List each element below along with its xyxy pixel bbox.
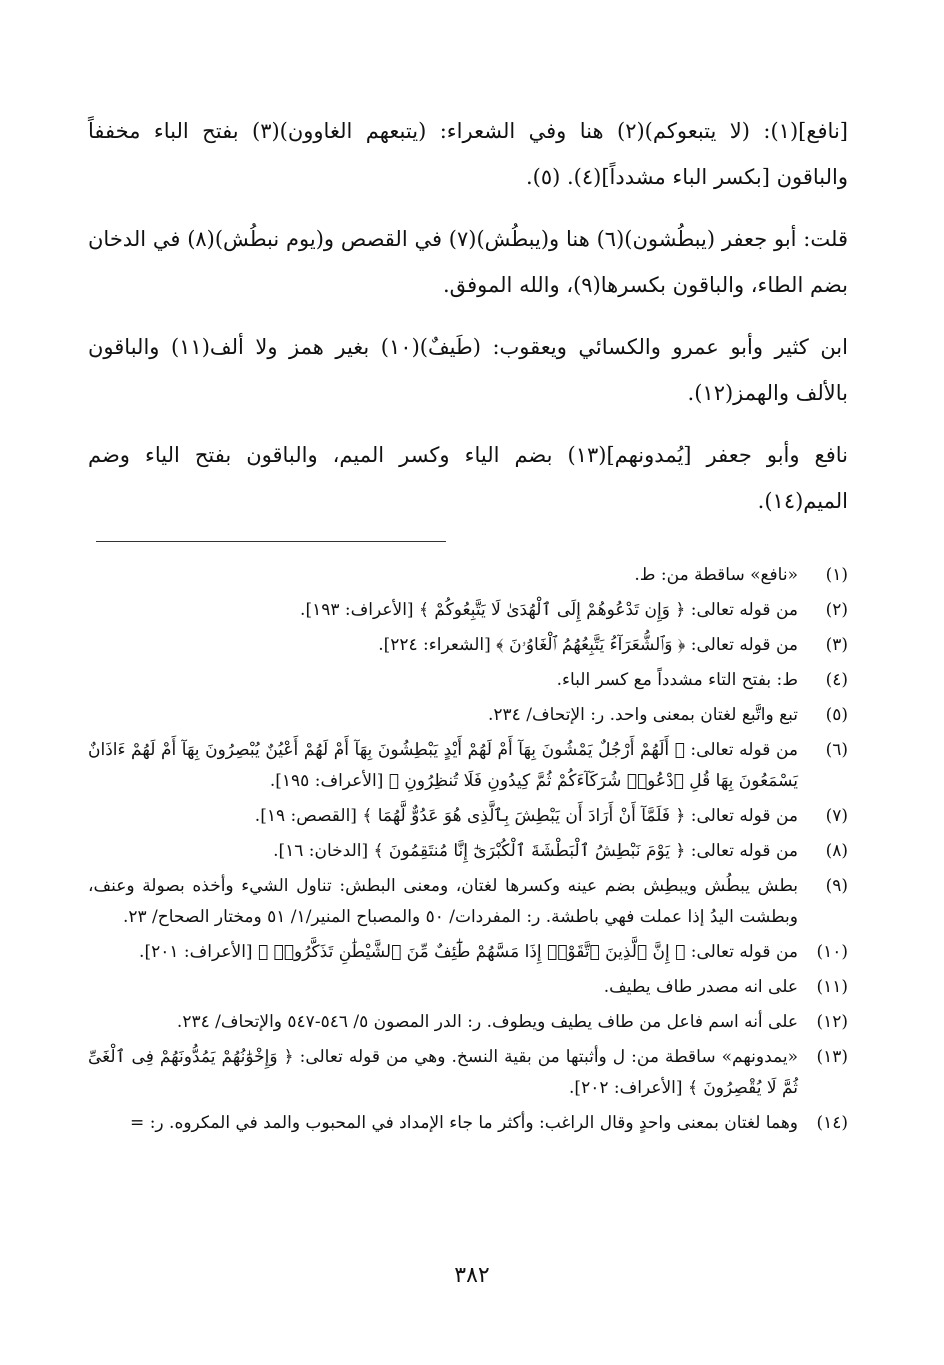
footnote-number: (٢) <box>825 600 848 620</box>
footnote <box>88 665 848 696</box>
footnote-text: من قوله تعالى: ﴿ أَلَهُمْ أَرْجُلٌ يَمْشُونَ بِهَآ أَمْ لَهُمْ أَيْدٍ يَبْطِشُونَ بِهَآ أَمْ لَهُمْ أَعْيُنٌ يُبْصِرُونَ بِهَآ أَمْ لَهُمْ ءَاذَانٌ يَسْمَعُونَ بِهَا قُلِ ٱدْعُوا۟ شُرَكَآءَكُمْ ثُمَّ كِيدُونِ فَلَا تُنظِرُونِ ﴾ [الأعراف: ١٩٥]. <box>88 740 798 791</box>
footnote-number: (٧) <box>825 806 848 826</box>
footnote <box>88 560 848 591</box>
footnote-text: على انه مصدر طاف يطيف. <box>603 977 798 997</box>
footnote-text: ط: بفتح التاء مشدداً مع كسر الباء. <box>556 670 798 690</box>
footnote-text: من قوله تعالى: ﴿ يَوْمَ نَبْطِشُ ٱلْبَطْشَةَ ٱلْكُبْرَىٰٓ إِنَّا مُنتَقِمُونَ ﴾ [الدخان: ١٦]. <box>273 841 798 861</box>
footnote-number: (٤) <box>825 670 848 690</box>
footnote-separator <box>96 541 446 542</box>
footnote-text: «يمدونهم» ساقطة من: ل وأثبتها من بقية النسخ. وهي من قوله تعالى: ﴿ وَإِخْوَٰنُهُمْ يَمُدُّونَهُمْ فِى ٱلْغَىِّ ثُمَّ لَا يُقْصِرُونَ ﴾ [الأعراف: ٢٠٢]. <box>88 1047 798 1098</box>
footnote <box>88 700 848 731</box>
footnote <box>88 595 848 626</box>
footnote-text: وهما لغتان بمعنى واحدٍ وقال الراغب: وأكثر ما جاء الإمداد في المحبوب والمد في المكروه. ر: = <box>130 1113 798 1133</box>
footnote-number: (٨) <box>825 841 848 861</box>
footnote-number: (١٢) <box>816 1012 848 1032</box>
footnote-text: من قوله تعالى: ﴿ إِنَّ ٱلَّذِينَ ٱتَّقَوْا۟ إِذَا مَسَّهُمْ طَٰٓئِفٌ مِّنَ ٱلشَّيْطَٰنِ تَذَكَّرُوا۟ ﴾ [الأعراف: ٢٠١]. <box>139 942 798 962</box>
footnote <box>88 1108 848 1139</box>
footnote-text: بطش يبطُش ويبطِش بضم عينه وكسرها لغتان، ومعنى البطش: تناول الشيء وأخذه بصولة وعنف، وبطشت اليدُ إذا عملت فهي باطشة. ر: المفردات/ ٥٠ والمصباح المنير/١/ ٥١ ومختار الصحاح/ ٢٣. <box>88 876 798 927</box>
footnote-number: (١٤) <box>816 1113 848 1133</box>
footnote <box>88 1042 848 1104</box>
footnote-number: (٥) <box>825 705 848 725</box>
footnote-text: «نافع» ساقطة من: ط. <box>634 565 798 585</box>
footnote <box>88 801 848 832</box>
footnote-text: من قوله تعالى: ﴿ وَإِن تَدْعُوهُمْ إِلَى ٱلْهُدَىٰ لَا يَتَّبِعُوكُمْ ﴾ [الأعراف: ١٩٣]. <box>300 600 798 620</box>
footnote <box>88 836 848 867</box>
footnote <box>88 972 848 1003</box>
paragraph-abu-jafar: قلت: أبو جعفر (يبطُشون)(٦) هنا و(يبطُش)(٧) في القصص و(يوم نبطُش)(٨) في الدخان بضم الطاء، والباقون بكسرها(٩)، والله الموفق. <box>88 227 848 297</box>
footnote <box>88 871 848 933</box>
footnote-text: من قوله تعالى: ﴿ وَٱلشُّعَرَآءُ يَتَّبِعُهُمُ ٱلْغَاوُۥنَ ﴾ [الشعراء: ٢٢٤]. <box>378 635 798 655</box>
footnote-number: (١٣) <box>816 1047 848 1067</box>
main-text <box>88 108 848 540</box>
footnote <box>88 630 848 661</box>
footnote-text: تبع واتَّبع لغتان بمعنى واحد. ر: الإتحاف/ ٢٣٤. <box>488 705 798 725</box>
footnote-text: على أنه اسم فاعل من طاف يطيف ويطوف. ر: الدر المصون ٥/ ٥٤٦-٥٤٧ والإتحاف/ ٢٣٤. <box>176 1012 798 1032</box>
footnote <box>88 1007 848 1038</box>
footnote-number: (١٠) <box>816 942 848 962</box>
page-number: ٣٨٢ <box>454 1263 490 1288</box>
footnote-number: (١١) <box>816 977 848 997</box>
footnote-number: (٣) <box>825 635 848 655</box>
footnote-number: (٩) <box>825 876 848 896</box>
paragraph-yumiddunahum: نافع وأبو جعفر [يُمدونهم](١٣) بضم الياء وكسر الميم، والباقون بفتح الياء وضم الميم(١٤). <box>88 443 848 513</box>
footnote <box>88 735 848 797</box>
paragraph-nafi: [نافع](١): (لا يتبعوكم)(٢) هنا وفي الشعراء: (يتبعهم الغاوون)(٣) بفتح الباء مخففاً والباقون [بكسر الباء مشدداً](٤). (٥). <box>88 119 848 189</box>
footnotes <box>88 560 848 1143</box>
footnote-number: (١) <box>825 565 848 585</box>
paragraph-ibn-kathir: ابن كثير وأبو عمرو والكسائي ويعقوب: (طَيفٌ)(١٠) بغير همز ولا ألف(١١) والباقون بالألف والهمز(١٢). <box>88 335 848 405</box>
footnote <box>88 937 848 968</box>
footnote-number: (٦) <box>825 740 848 760</box>
footnote-text: من قوله تعالى: ﴿ فَلَمَّآ أَنْ أَرَادَ أَن يَبْطِشَ بِٱلَّذِى هُوَ عَدُوٌّ لَّهُمَا ﴾ [القصص: ١٩]. <box>254 806 798 826</box>
